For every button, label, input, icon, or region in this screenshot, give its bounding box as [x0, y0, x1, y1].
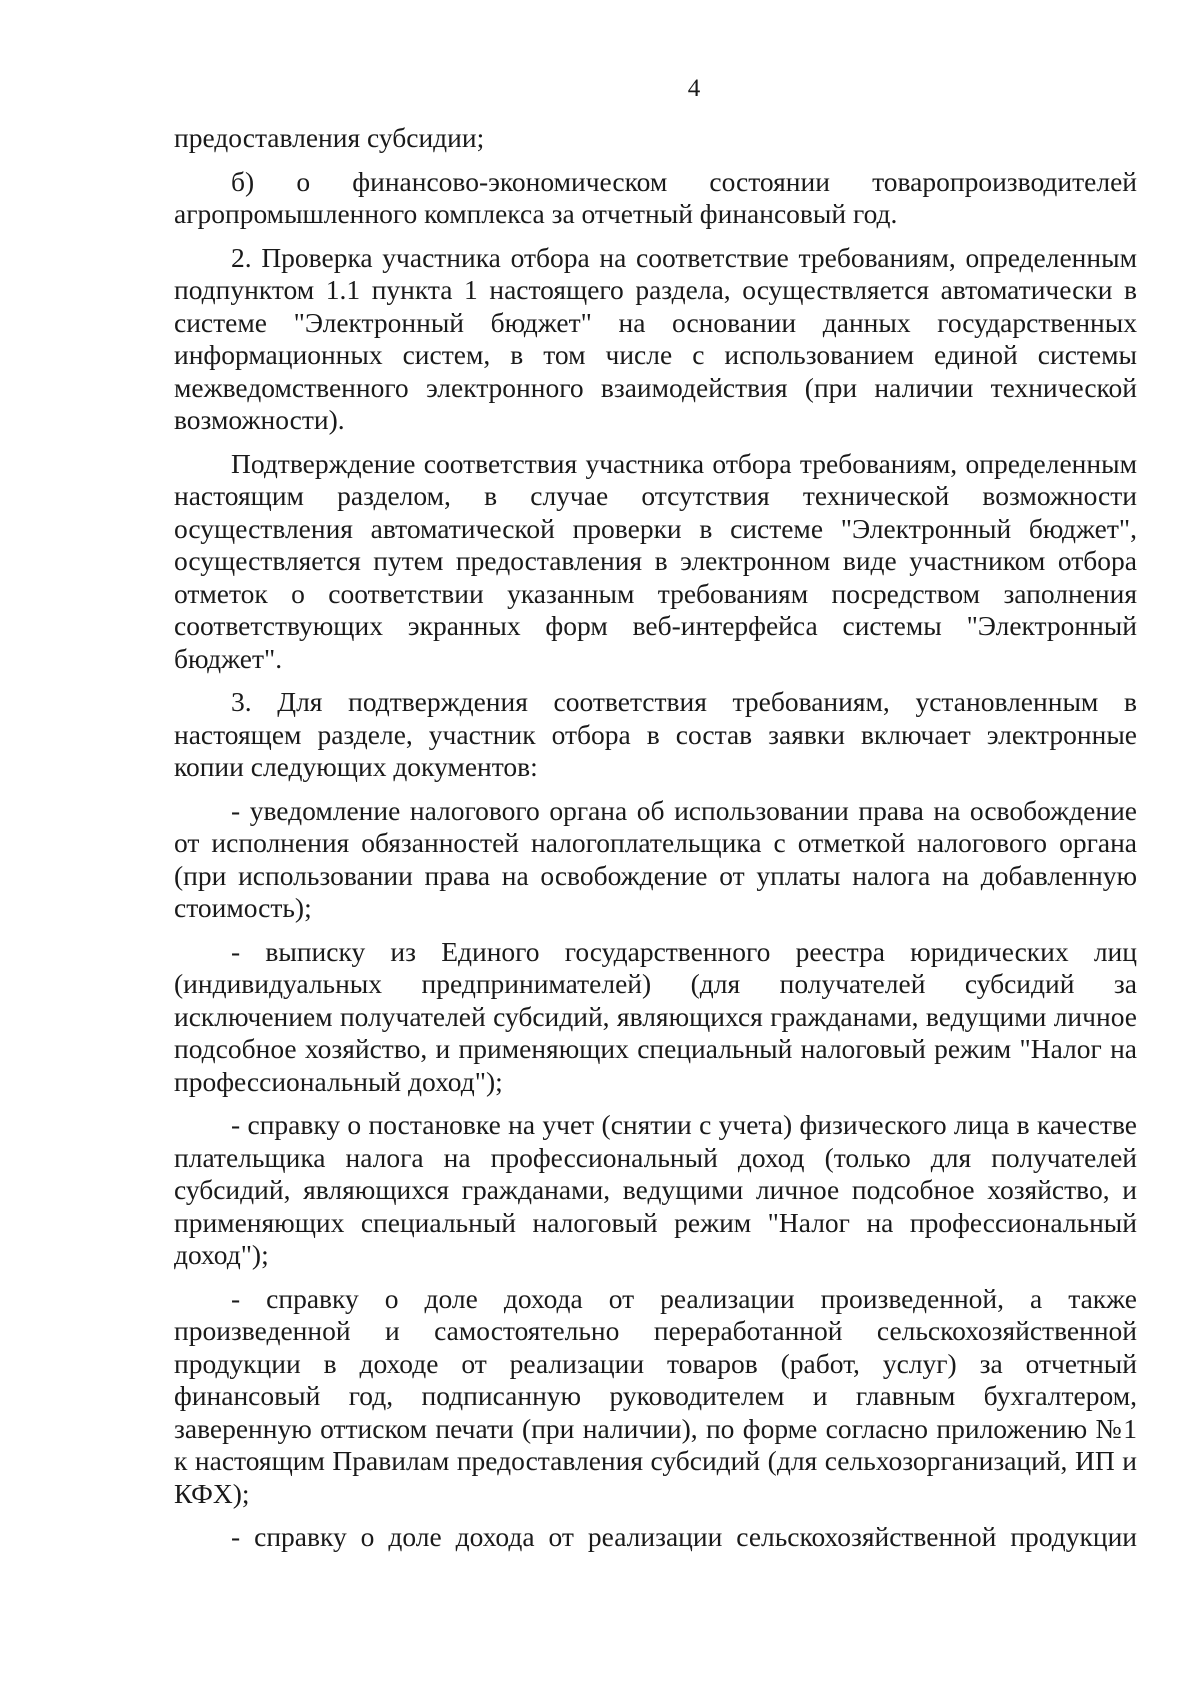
paragraph-2-verification: 2. Проверка участника отбора на соответствие требованиям, определенным подпунктом 1.1 пункта 1 настоящего раздела, осуществляется автоматически в системе "Электронный бюджет" на основании данных государственных информационных систем, в том числе с использованием единой системы межведомственного электронного взаимодействия (при наличии технической возможности).: [174, 241, 1137, 435]
paragraph-continuation: предоставления субсидии;: [174, 122, 485, 153]
list-item-income-share-agri: - справку о доле дохода от реализации сельскохозяйственной продукции: [231, 1521, 1137, 1552]
list-item-tax-notice: - уведомление налогового органа об использовании права на освобождение от исполнения обязанностей налогоплательщика с отметкой налогового органа (при использовании права на освобождение от уплаты налога на добавленную стоимость);: [174, 794, 1137, 923]
list-item-registration-certificate: - справку о постановке на учет (снятии с учета) физического лица в качестве плательщика налога на профессиональный доход (только для получателей субсидий, являющихся гражданами, ведущими личное подсобное хозяйство, и применяющих специальный налоговый режим "Налог на профессиональный доход");: [174, 1109, 1137, 1270]
paragraph-confirmation: Подтверждение соответствия участника отбора требованиям, определенным настоящим разделом, в случае отсутствия технической возможности осуществления автоматической проверки в системе "Электронный бюджет", осуществляется путем предоставления в электронном виде участником отбора отметок о соответствии указанным требованиям посредством заполнения соответствующих экранных форм веб-интерфейса системы "Электронный бюджет".: [174, 447, 1137, 674]
list-item-income-share-certificate: - справку о доле дохода от реализации произведенной, а также произведенной и самостоятельно переработанной сельскохозяйственной продукции в доходе от реализации товаров (работ, услуг) за отчетный финансовый год, подписанную руководителем и главным бухгалтером, заверенную оттиском печати (при наличии), по форме согласно приложению №1 к настоящим Правилам предоставления субсидий (для сельхозорганизаций, ИП и КФХ);: [174, 1282, 1137, 1509]
paragraph-item-b: б) о финансово-экономическом состоянии товаропроизводителей агропромышленного комплекса за отчетный финансовый год.: [174, 165, 1137, 229]
document-body: [174, 122, 1137, 1565]
list-item-registry-extract: - выписку из Единого государственного реестра юридических лиц (индивидуальных предпринимателей) (для получателей субсидий за исключением получателей субсидий, являющихся гражданами, ведущими личное подсобное хозяйство, и применяющих специальный налоговый режим "Налог на профессиональный доход");: [174, 935, 1137, 1097]
page-number-text: 4: [687, 75, 701, 102]
page-number: [0, 74, 1200, 104]
paragraph-3-documents: 3. Для подтверждения соответствия требованиям, установленным в настоящем разделе, участник отбора в состав заявки включает электронные копии следующих документов:: [174, 686, 1137, 782]
